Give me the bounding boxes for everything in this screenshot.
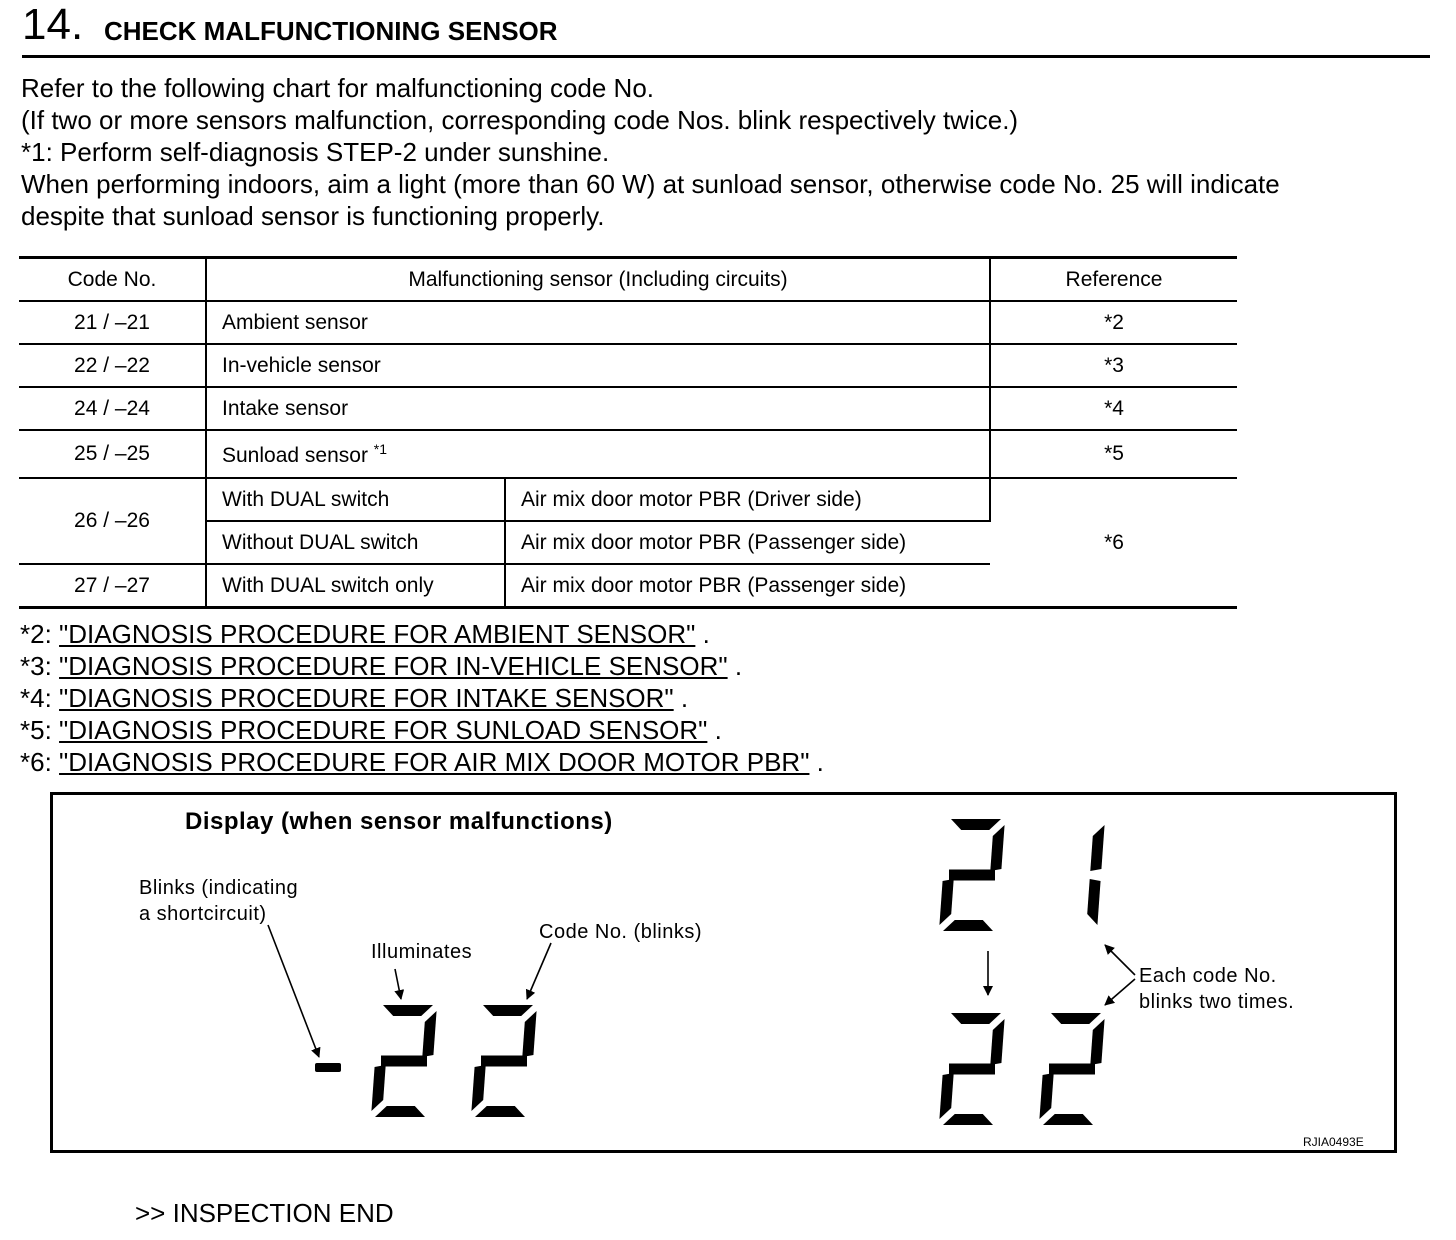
step-number: 14. — [22, 0, 84, 49]
sensor-cell: Ambient sensor — [206, 301, 990, 344]
step-heading — [22, 2, 1430, 58]
code-cell: 27 / –27 — [19, 564, 206, 608]
seven-segment-digits — [371, 819, 1104, 1125]
intro-line: Refer to the following chart for malfunctioning code No. — [21, 73, 655, 103]
condition-cell: Without DUAL switch — [206, 521, 505, 564]
code-cell: 21 / –21 — [19, 301, 206, 344]
digit-segment-a — [383, 1005, 433, 1016]
digit-segment-e — [1039, 1073, 1053, 1119]
reference-tail: . — [809, 747, 824, 777]
table-row — [19, 478, 1237, 521]
digit-segment-b — [522, 1011, 536, 1057]
reference-link-in-vehicle[interactable]: "DIAGNOSIS PROCEDURE FOR IN-VEHICLE SENSOR" — [59, 651, 728, 681]
table-row — [19, 344, 1237, 387]
display-diagram — [50, 792, 1397, 1153]
code-cell: 24 / –24 — [19, 387, 206, 430]
reference-item — [20, 650, 824, 682]
figure-id: RJIA0493E — [1303, 1135, 1364, 1149]
digit-segment-a — [951, 1013, 1001, 1024]
digit-segment-e — [939, 1073, 953, 1119]
condition-cell: With DUAL switch — [206, 478, 505, 521]
code-cell: 22 / –22 — [19, 344, 206, 387]
code-cell: 25 / –25 — [19, 430, 206, 478]
motor-cell: Air mix door motor PBR (Passenger side) — [505, 521, 990, 564]
condition-cell: With DUAL switch only — [206, 564, 505, 608]
digit-segment-g — [1049, 1064, 1095, 1075]
reference-cell: *4 — [990, 387, 1237, 430]
sensor-cell — [206, 430, 990, 478]
minus-sign-segment — [315, 1063, 341, 1072]
header-code: Code No. — [19, 258, 206, 302]
code-leader-line — [527, 943, 551, 999]
reference-link-air-mix[interactable]: "DIAGNOSIS PROCEDURE FOR AIR MIX DOOR MOTOR PBR" — [59, 747, 810, 777]
inspection-end: >> INSPECTION END — [135, 1198, 394, 1228]
reference-item — [20, 714, 824, 746]
digit-segment-c — [1087, 879, 1100, 925]
digit-segment-a — [483, 1005, 533, 1016]
table-row — [19, 430, 1237, 478]
diagram-title: Display (when sensor malfunctions) — [185, 808, 613, 835]
reference-tail: . — [727, 651, 743, 681]
reference-item — [20, 618, 824, 650]
reference-link-sunload[interactable]: "DIAGNOSIS PROCEDURE FOR SUNLOAD SENSOR" — [59, 715, 708, 745]
step-title: CHECK MALFUNCTIONING SENSOR — [104, 16, 558, 46]
digit-segment-d — [475, 1106, 525, 1117]
intro-text — [21, 72, 1280, 232]
digit-segment-g — [949, 870, 995, 881]
blinks-label-line: a shortcircuit) — [139, 903, 267, 925]
reference-marker: *2: — [20, 619, 52, 649]
illuminates-label: Illuminates — [371, 941, 473, 963]
code-blinks-label: Code No. (blinks) — [539, 921, 703, 943]
reference-item — [20, 682, 824, 714]
digit-segment-d — [375, 1106, 425, 1117]
reference-item — [20, 746, 824, 778]
left-display-segments — [315, 1063, 341, 1072]
digit-segment-a — [951, 819, 1001, 830]
reference-cell: *2 — [990, 301, 1237, 344]
each-code-label — [1139, 963, 1294, 1015]
digit-segment-d — [943, 920, 993, 931]
each-code-label-line: blinks two times. — [1139, 991, 1295, 1013]
digit-segment-e — [371, 1065, 385, 1111]
digit-segment-d — [943, 1114, 993, 1125]
sensor-cell: Intake sensor — [206, 387, 990, 430]
digit-segment-b — [990, 1019, 1004, 1065]
digit-segment-d — [1043, 1114, 1093, 1125]
motor-cell: Air mix door motor PBR (Driver side) — [505, 478, 990, 521]
intro-line: despite that sunload sensor is functioning properly. — [21, 201, 605, 231]
digit-segment-e — [939, 879, 953, 925]
digit-segment-g — [381, 1056, 427, 1067]
intro-line: When performing indoors, aim a light (more than 60 W) at sunload sensor, otherwise code No. 25 will indicate — [21, 169, 1280, 199]
reference-list — [20, 618, 824, 778]
reference-cell: *5 — [990, 430, 1237, 478]
reference-link-intake[interactable]: "DIAGNOSIS PROCEDURE FOR INTAKE SENSOR" — [59, 683, 674, 713]
digit-segment-b — [422, 1011, 436, 1057]
each-code-leader-bottom — [1105, 979, 1135, 1005]
digit-segment-b — [1090, 825, 1104, 871]
illuminates-leader-line — [395, 969, 401, 999]
reference-marker: *4: — [20, 683, 52, 713]
sensor-label: Sunload sensor — [222, 443, 368, 467]
digit-segment-g — [949, 1064, 995, 1075]
intro-line: *1: Perform self-diagnosis STEP-2 under sunshine. — [21, 137, 610, 167]
reference-marker: *6: — [20, 747, 52, 777]
reference-marker: *5: — [20, 715, 52, 745]
intro-line: (If two or more sensors malfunction, corresponding code Nos. blink respectively twice.) — [21, 105, 1019, 135]
each-code-label-line: Each code No. — [1139, 965, 1277, 987]
header-reference: Reference — [990, 258, 1237, 302]
blinks-label-line: Blinks (indicating — [139, 877, 299, 899]
table-header-row — [19, 258, 1237, 302]
digit-segment-a — [1051, 1013, 1101, 1024]
reference-marker: *3: — [20, 651, 52, 681]
digit-segment-b — [1090, 1019, 1104, 1065]
blinks-label — [139, 875, 298, 927]
reference-tail: . — [673, 683, 689, 713]
table-row — [19, 301, 1237, 344]
sensor-cell: In-vehicle sensor — [206, 344, 990, 387]
footnote-marker: *1 — [373, 440, 388, 457]
digit-segment-g — [481, 1056, 527, 1067]
header-sensor: Malfunctioning sensor (Including circuits) — [206, 258, 990, 302]
blinks-leader-line — [268, 925, 319, 1057]
table-row — [19, 387, 1237, 430]
reference-cell: *6 — [990, 478, 1237, 608]
reference-cell: *3 — [990, 344, 1237, 387]
digit-segment-b — [990, 825, 1004, 871]
reference-tail: . — [695, 619, 710, 649]
code-cell: 26 / –26 — [19, 478, 206, 564]
reference-tail: . — [707, 715, 722, 745]
reference-link-ambient[interactable]: "DIAGNOSIS PROCEDURE FOR AMBIENT SENSOR" — [59, 619, 696, 649]
each-code-leader-top — [1105, 945, 1135, 975]
motor-cell: Air mix door motor PBR (Passenger side) — [505, 564, 990, 608]
code-table — [19, 256, 1237, 609]
digit-segment-e — [471, 1065, 485, 1111]
